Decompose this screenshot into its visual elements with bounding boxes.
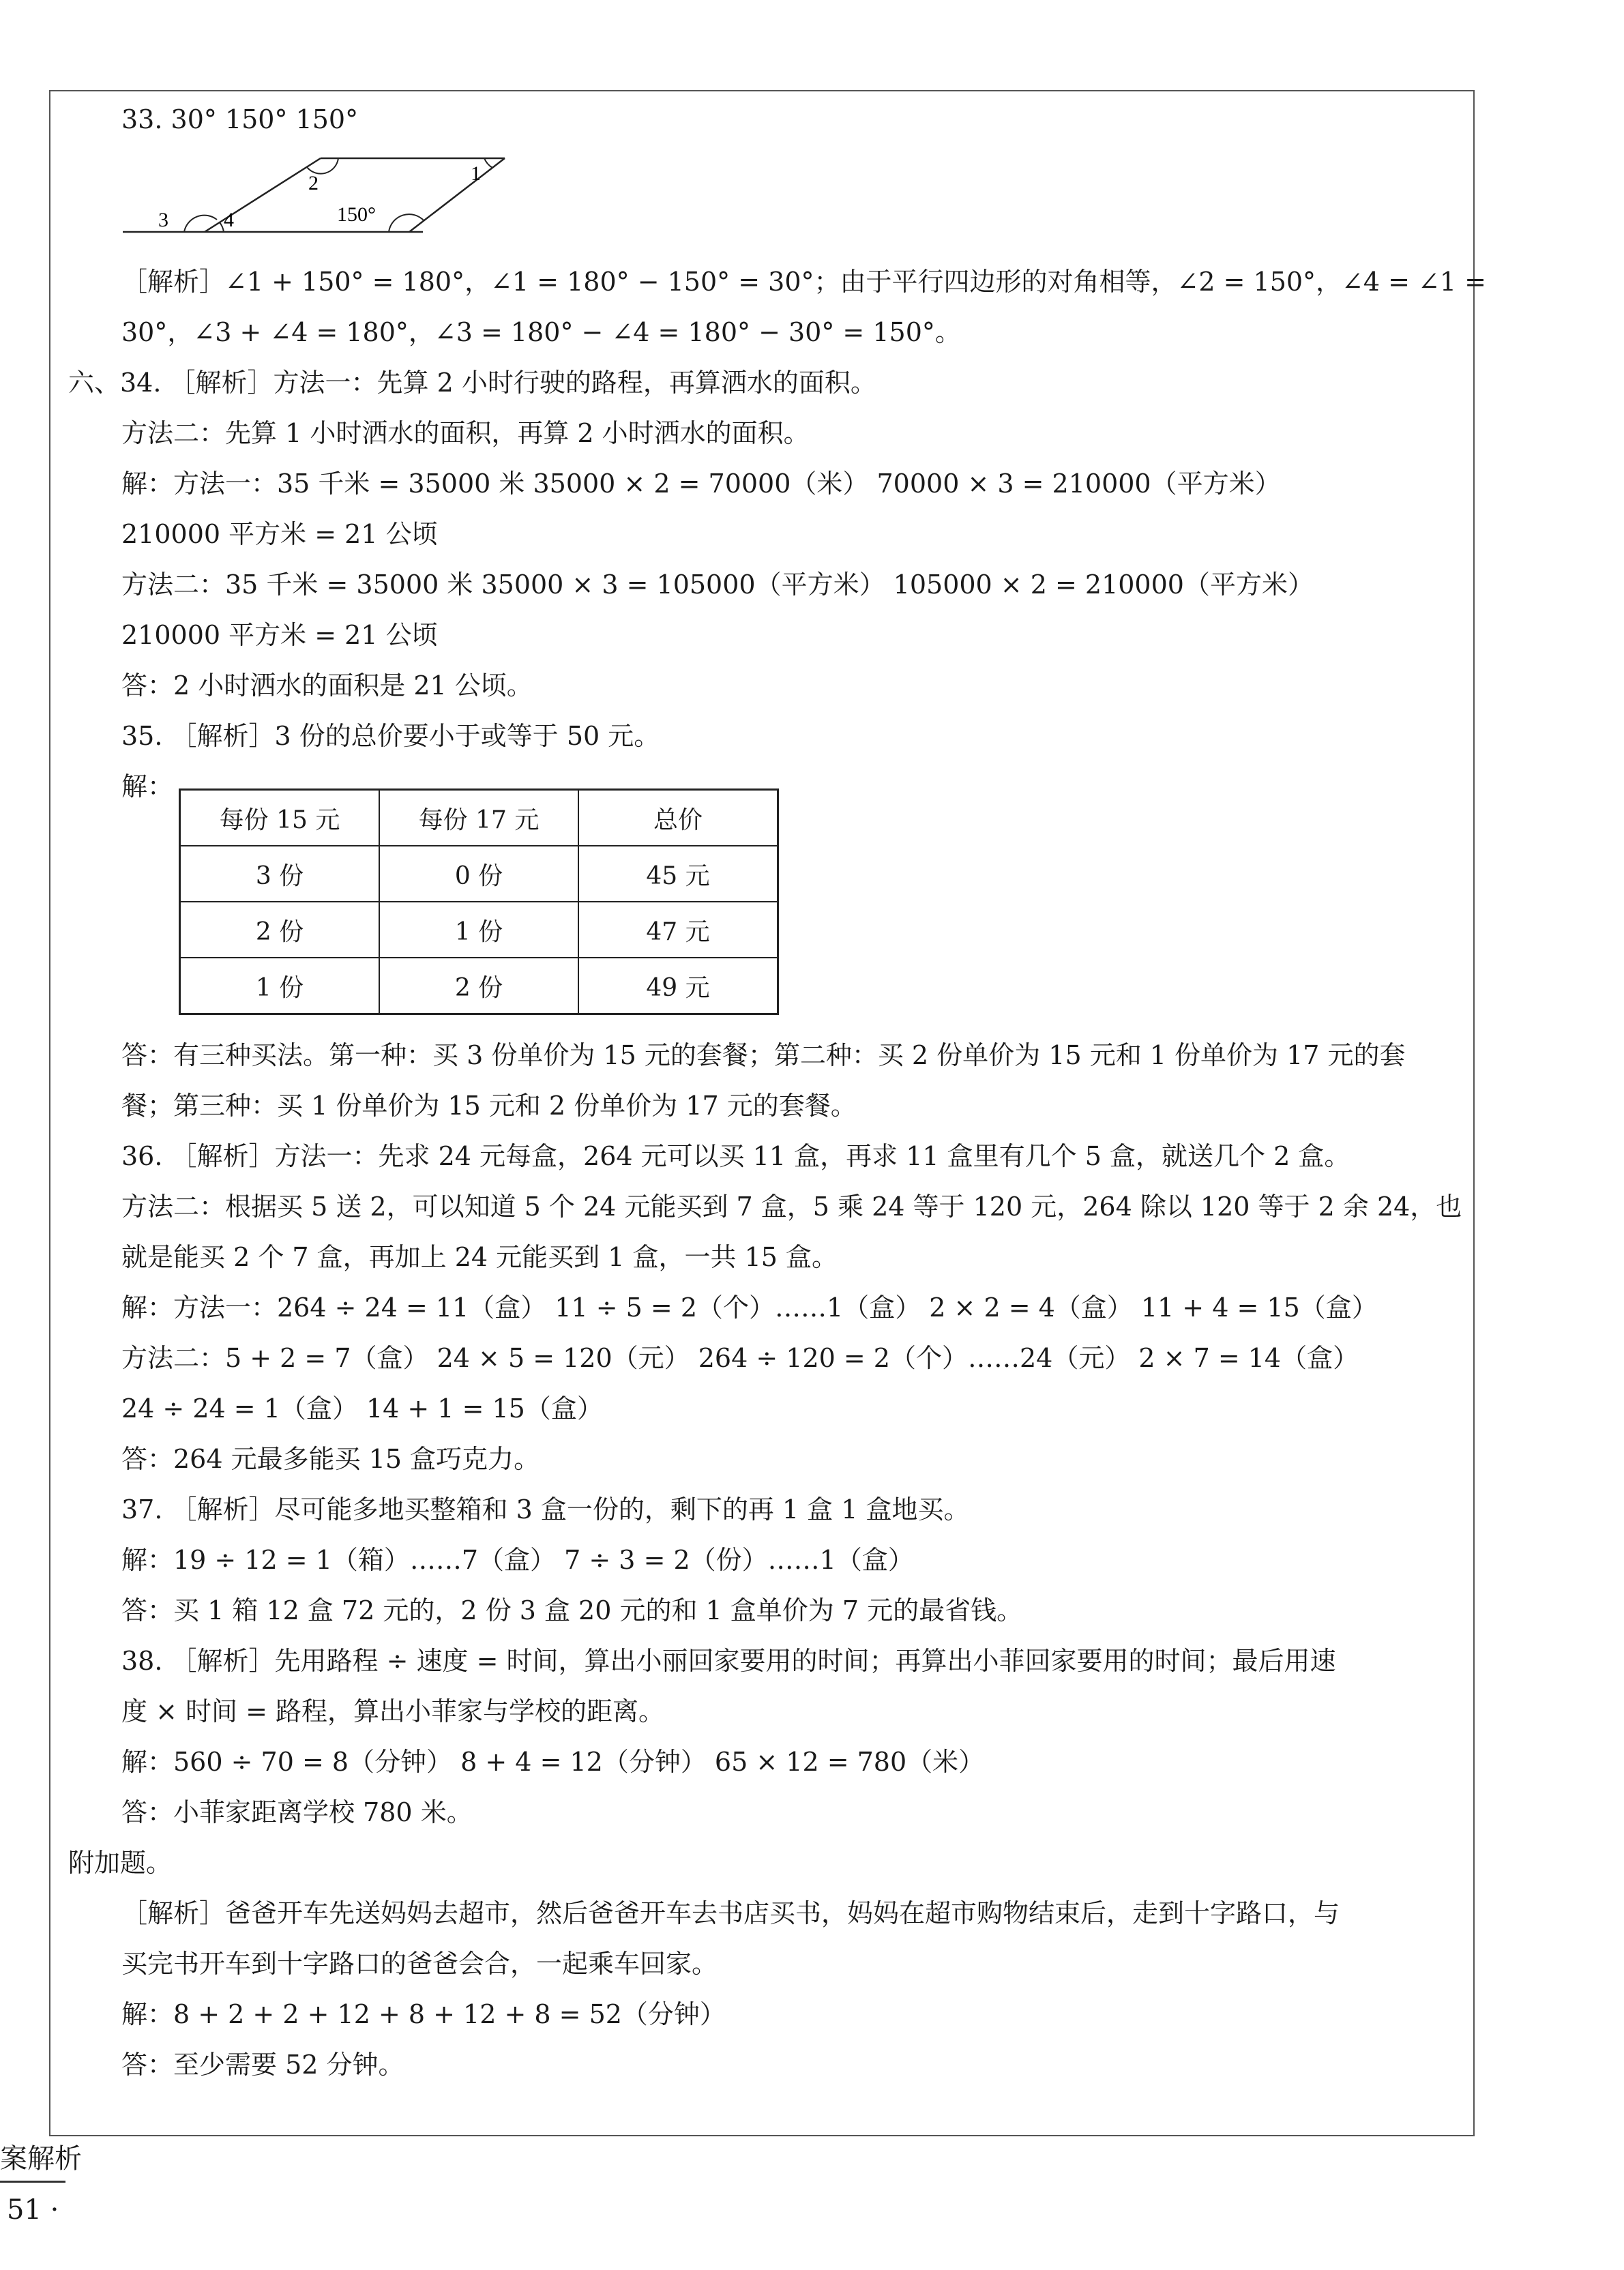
extra-answer: 答：至少需要 52 分钟。 [121,2050,404,2080]
q38-analysis-1: 38. ［解析］先用路程 ÷ 速度 = 时间，算出小丽回家要用的时间；再算出小菲回家要用的时间；最后用速 [121,1646,1336,1676]
q36-solution-1: 解：方法一：264 ÷ 24 = 11（盒） 11 ÷ 5 = 2（个）……1（盒） 2 × 2 = 4（盒） 11 + 4 = 15（盒） [121,1293,1378,1323]
q33-analysis-1: ［解析］∠1 + 150° = 180°，∠1 = 180° − 150° = 30°；由于平行四边形的对角相等，∠2 = 150°，∠4 = ∠1 = [121,267,1486,297]
q38-answer: 答：小菲家距离学校 780 米。 [121,1797,473,1827]
extra-analysis-2: 买完书开车到十字路口的爸爸会合，一起乘车回家。 [121,1949,718,1979]
table-cell: 1 份 [180,958,380,1014]
q34-method-2: 方法二：先算 1 小时洒水的面积，再算 2 小时洒水的面积。 [121,418,810,448]
angle-2-label: 2 [308,172,319,194]
table-row [180,902,778,958]
table-row [180,958,778,1014]
table-header-cell: 每份 15 元 [180,790,380,846]
table-cell: 1 份 [379,902,578,958]
angle-3-label: 3 [158,209,168,231]
q37-answer: 答：买 1 箱 12 盒 72 元的，2 份 3 盒 20 元的和 1 盒单价为 7 元的最省钱。 [121,1595,1023,1625]
angle-150-label: 150° [337,203,376,226]
q35-answer-1: 答：有三种买法。第一种：买 3 份单价为 15 元的套餐；第二种：买 2 份单价为 15 元和 1 份单价为 17 元的套 [121,1040,1406,1070]
q36-method-2b: 就是能买 2 个 7 盒，再加上 24 元能买到 1 盒，一共 15 盒。 [121,1242,838,1272]
q36-answer: 答：264 元最多能买 15 盒巧克力。 [121,1444,540,1474]
q34-solution-1b: 210000 平方米 = 21 公顷 [121,519,438,549]
q34-solution-2: 方法二：35 千米 = 35000 米 35000 × 3 = 105000（平方米） 105000 × 2 = 210000（平方米） [121,570,1314,600]
table-cell: 2 份 [180,902,380,958]
price-table [179,788,779,1015]
table-cell: 49 元 [578,958,778,1014]
q33-answer: 33. 30° 150° 150° [121,104,359,134]
angle-1-label: 1 [471,162,481,185]
q35-analysis: 35. ［解析］3 份的总价要小于或等于 50 元。 [121,721,660,751]
q38-solution: 解：560 ÷ 70 = 8（分钟） 8 + 4 = 12（分钟） 65 × 12 = 780（米） [121,1747,985,1777]
q34-solution-2b: 210000 平方米 = 21 公顷 [121,620,438,650]
q35-answer-2: 餐；第三种：买 1 份单价为 15 元和 2 份单价为 17 元的套餐。 [121,1091,857,1121]
q34-analysis: 六、34. ［解析］方法一：先算 2 小时行驶的路程，再算洒水的面积。 [68,368,876,398]
table-header-cell: 每份 17 元 [379,790,578,846]
q34-solution-1: 解：方法一：35 千米 = 35000 米 35000 × 2 = 70000（米） 70000 × 3 = 210000（平方米） [121,469,1281,499]
parallelogram-figure [116,136,525,246]
table-cell: 47 元 [578,902,778,958]
q36-analysis: 36. ［解析］方法一：先求 24 元每盒，264 元可以买 11 盒，再求 11 盒里有几个 5 盒，就送几个 2 盒。 [121,1141,1350,1171]
table-cell: 45 元 [578,846,778,902]
extra-title: 附加题。 [68,1848,173,1878]
angle-4-label: 4 [224,209,234,231]
footer-section-label: 案解析 [0,2143,82,2175]
table-row [180,846,778,902]
extra-solution: 解：8 + 2 + 2 + 12 + 8 + 12 + 8 = 52（分钟） [121,1999,726,2029]
q36-solution-2b: 24 ÷ 24 = 1（盒） 14 + 1 = 15（盒） [121,1394,603,1424]
table-cell: 0 份 [379,846,578,902]
q33-analysis-2: 30°，∠3 + ∠4 = 180°，∠3 = 180° − ∠4 = 180° − 30° = 150°。 [121,317,961,347]
q38-analysis-2: 度 × 时间 = 路程，算出小菲家与学校的距离。 [121,1696,664,1726]
table-header-cell: 总价 [578,790,778,846]
table-cell: 2 份 [379,958,578,1014]
q36-method-2: 方法二：根据买 5 送 2，可以知道 5 个 24 元能买到 7 盒，5 乘 24 等于 120 元，264 除以 120 等于 2 余 24，也 [121,1192,1462,1222]
table-cell: 3 份 [180,846,380,902]
q37-solution: 解：19 ÷ 12 = 1（箱）……7（盒） 7 ÷ 3 = 2（份）……1（盒） [121,1545,914,1575]
table-header-row [180,790,778,846]
page-number: 51 · [7,2194,59,2226]
q34-answer: 答：2 小时洒水的面积是 21 公顷。 [121,670,533,701]
q37-analysis: 37. ［解析］尽可能多地买整箱和 3 盒一份的，剩下的再 1 盒 1 盒地买。 [121,1494,970,1524]
q36-solution-2: 方法二：5 + 2 = 7（盒） 24 × 5 = 120（元） 264 ÷ 120 = 2（个）……24（元） 2 × 7 = 14（盒） [121,1343,1359,1373]
footer-rule [0,2181,65,2183]
q35-jie: 解： [121,771,174,801]
extra-analysis-1: ［解析］爸爸开车先送妈妈去超市，然后爸爸开车去书店买书，妈妈在超市购物结束后，走到十字路口，与 [121,1898,1340,1928]
